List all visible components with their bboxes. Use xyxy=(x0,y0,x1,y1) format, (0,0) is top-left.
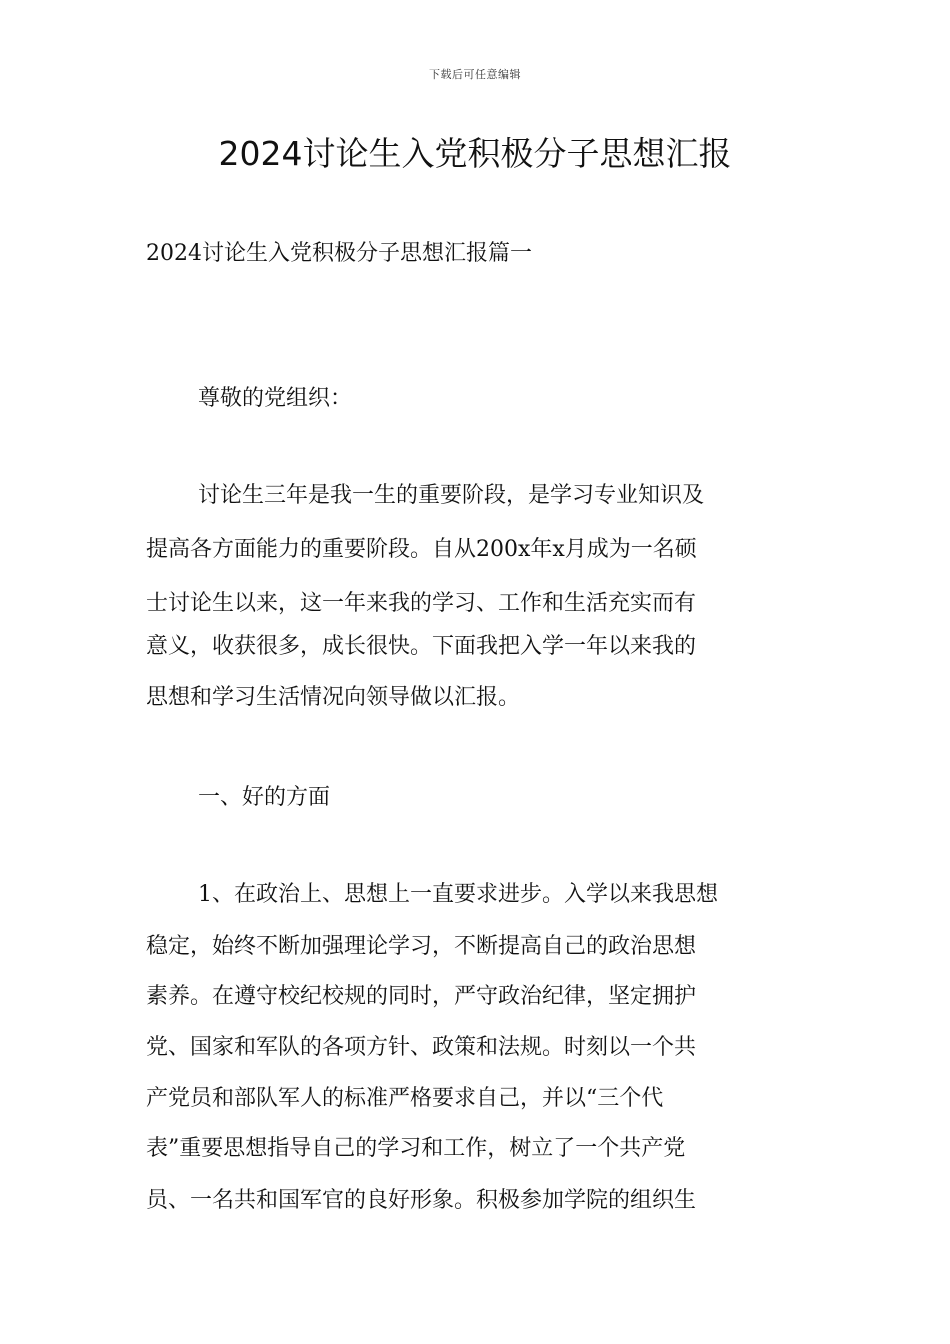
paragraph-line: 提高各方面能力的重要阶段。自从200x年x月成为一名硕 xyxy=(146,537,697,562)
paragraph-line: 讨论生三年是我一生的重要阶段，是学习专业知识及 xyxy=(198,483,705,508)
section-heading: 一、好的方面 xyxy=(198,785,331,810)
paragraph-line: 士讨论生以来，这一年来我的学习、工作和生活充实而有 xyxy=(146,591,697,616)
document-subtitle: 2024讨论生入党积极分子思想汇报篇一 xyxy=(146,241,532,266)
document-title: 2024讨论生入党积极分子思想汇报 xyxy=(218,134,732,173)
paragraph-line: 素养。在遵守校纪校规的同时，严守政治纪律，坚定拥护 xyxy=(146,984,697,1009)
paragraph-line: 意义，收获很多，成长很快。下面我把入学一年以来我的 xyxy=(146,634,697,659)
paragraph-line: 产党员和部队军人的标准严格要求自己，并以“三个代 xyxy=(146,1086,664,1111)
paragraph-line: 党、国家和军队的各项方针、政策和法规。时刻以一个共 xyxy=(146,1035,697,1060)
salutation: 尊敬的党组织： xyxy=(198,386,353,411)
paragraph-line: 员、一名共和国军官的良好形象。积极参加学院的组织生 xyxy=(146,1188,697,1213)
header-note: 下载后可任意编辑 xyxy=(429,68,521,81)
paragraph-line: 稳定，始终不断加强理论学习，不断提高自己的政治思想 xyxy=(146,934,697,959)
paragraph-line: 1、在政治上、思想上一直要求进步。入学以来我思想 xyxy=(198,882,718,907)
paragraph-line: 表”重要思想指导自己的学习和工作，树立了一个共产党 xyxy=(146,1136,686,1161)
paragraph-line: 思想和学习生活情况向领导做以汇报。 xyxy=(146,685,521,710)
